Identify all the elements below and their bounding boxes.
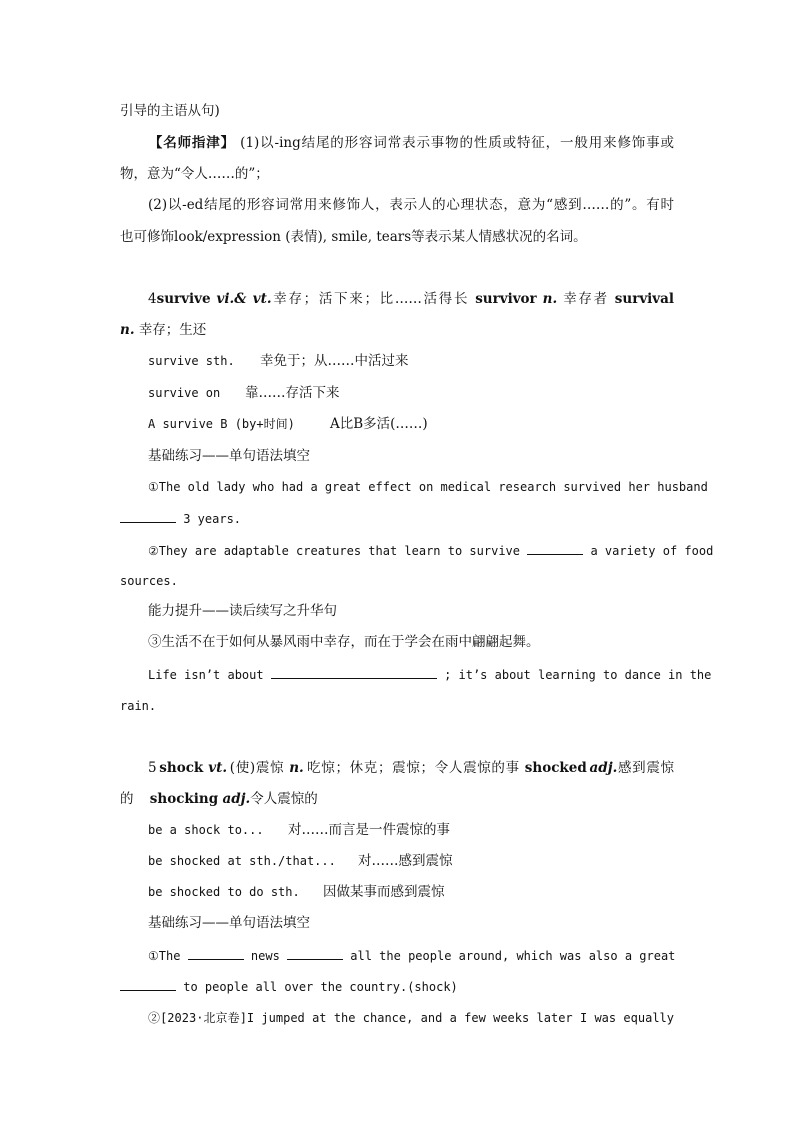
- phrase-en: be shocked at sth./that...: [148, 854, 336, 868]
- definition: 令人震惊的: [250, 791, 318, 807]
- tip-text-2b: 也可修饰look/expression (表情), smile, tears等表示某人情感状况的名词。: [120, 229, 587, 245]
- phrase-cn: A比B多活(……): [330, 416, 428, 432]
- exercise-shock-q1-line2: [120, 976, 458, 997]
- exercise-text: ; it’s about learning to dance in the: [444, 668, 712, 682]
- exercise-text: news: [250, 949, 280, 963]
- phrase-row: [148, 882, 445, 902]
- exercise-q2-line1: [148, 540, 714, 561]
- phrase-cn: 因做某事而感到震惊: [323, 884, 445, 900]
- answer-blank[interactable]: [188, 945, 244, 960]
- phrase-row: [148, 851, 453, 871]
- part-of-speech: vt.: [208, 760, 228, 776]
- exercise-shock-q1-line1: [148, 945, 674, 966]
- exercise-text: to people all over the country.(shock): [183, 980, 458, 994]
- answer-blank[interactable]: [120, 508, 176, 523]
- exercise-text: ①The: [148, 949, 181, 963]
- phrase-cn: 幸免于；从……中活过来: [260, 353, 409, 369]
- exercise-text: 3 years.: [183, 512, 242, 526]
- exercise-text: Life isn’t about: [148, 668, 264, 682]
- definition: 吃惊；休克；震惊；令人震惊的事: [306, 760, 520, 776]
- phrase-en: A survive B (by+时间): [148, 417, 295, 431]
- part-of-speech: vi.& vt.: [216, 291, 272, 307]
- tip-text-2a: (2)以-ed结尾的形容词常用来修饰人，表示人的心理状态，意为“感到……的”。有时: [148, 197, 674, 213]
- entry-shock-line2: [120, 789, 318, 809]
- sentence-continuation: 引导的主语从句): [120, 103, 220, 119]
- exercise-q1-line1: ①The old lady who had a great effect on medical research survived her husband: [148, 480, 708, 494]
- answer-blank[interactable]: [271, 664, 437, 679]
- section-heading-basic: 基础练习——单句语法填空: [148, 915, 310, 931]
- phrase-cn: 对……而言是一件震惊的事: [288, 822, 450, 838]
- section-heading-basic: 基础练习——单句语法填空: [148, 448, 310, 464]
- answer-blank[interactable]: [120, 976, 176, 991]
- tip-line-1: [120, 133, 674, 153]
- entry-number: 4: [148, 291, 157, 307]
- phrase-en: be shocked to do sth.: [148, 885, 300, 899]
- definition: (使)震惊: [229, 760, 285, 776]
- answer-blank[interactable]: [527, 540, 583, 555]
- phrase-row: [148, 383, 340, 403]
- exercise-text: all the people around, which was also a great: [350, 949, 676, 963]
- headword: survive: [156, 291, 211, 307]
- definition: 幸存；生还: [138, 322, 207, 338]
- part-of-speech: n.: [120, 322, 135, 338]
- definition: 幸存者: [563, 291, 609, 307]
- phrase-row: [148, 414, 428, 434]
- exercise-q3-line2: rain.: [120, 699, 157, 713]
- derivative-word: survivor: [475, 291, 537, 307]
- entry-survive-headline: [148, 289, 674, 309]
- phrase-row: [148, 351, 409, 371]
- phrase-cn: 靠……存活下来: [245, 385, 340, 401]
- tip-label: 【名师指津】: [148, 135, 236, 151]
- phrase-en: survive sth.: [148, 354, 235, 368]
- derivative-word: shocked: [524, 760, 587, 776]
- part-of-speech: n.: [289, 760, 304, 776]
- answer-blank[interactable]: [287, 945, 343, 960]
- exercise-text: a variety of food: [590, 544, 714, 558]
- exercise-shock-q2-line1: ②[2023·北京卷]I jumped at the chance, and a few weeks later I was equally: [148, 1011, 674, 1025]
- part-of-speech: adj.: [589, 760, 618, 776]
- phrase-cn: 对……感到震惊: [358, 853, 453, 869]
- entry-survive-line2: [120, 320, 206, 340]
- derivative-word: shocking: [149, 791, 219, 807]
- exercise-q1-line2: [120, 508, 241, 529]
- exercise-q3-chinese: ③生活不在于如何从暴风雨中幸存，而在于学会在雨中翩翩起舞。: [148, 634, 540, 650]
- tip-text-1a: (1)以-ing结尾的形容词常表示事物的性质或特征，一般用来修饰事或: [240, 135, 675, 151]
- section-heading-advanced: 能力提升——读后续写之升华句: [148, 603, 337, 619]
- entry-number: 5: [148, 760, 157, 776]
- exercise-text: ②They are adaptable creatures that learn to survive: [148, 544, 520, 558]
- definition-continuation: 的: [120, 791, 134, 807]
- phrase-en: survive on: [148, 386, 221, 400]
- derivative-word: survival: [614, 291, 675, 307]
- part-of-speech: adj.: [222, 791, 251, 807]
- exercise-q3-line1: [148, 664, 712, 685]
- entry-shock-headline: [148, 758, 674, 778]
- definition: 感到震惊: [617, 760, 675, 776]
- phrase-en: be a shock to...: [148, 823, 264, 837]
- part-of-speech: n.: [542, 291, 558, 307]
- headword: shock: [159, 760, 204, 776]
- phrase-row: [148, 820, 450, 840]
- exercise-q2-line2: sources.: [120, 574, 178, 588]
- tip-text-1b: 物，意为“令人……的”；: [120, 166, 269, 182]
- definition: 幸存；活下来；比……活得长: [271, 291, 470, 307]
